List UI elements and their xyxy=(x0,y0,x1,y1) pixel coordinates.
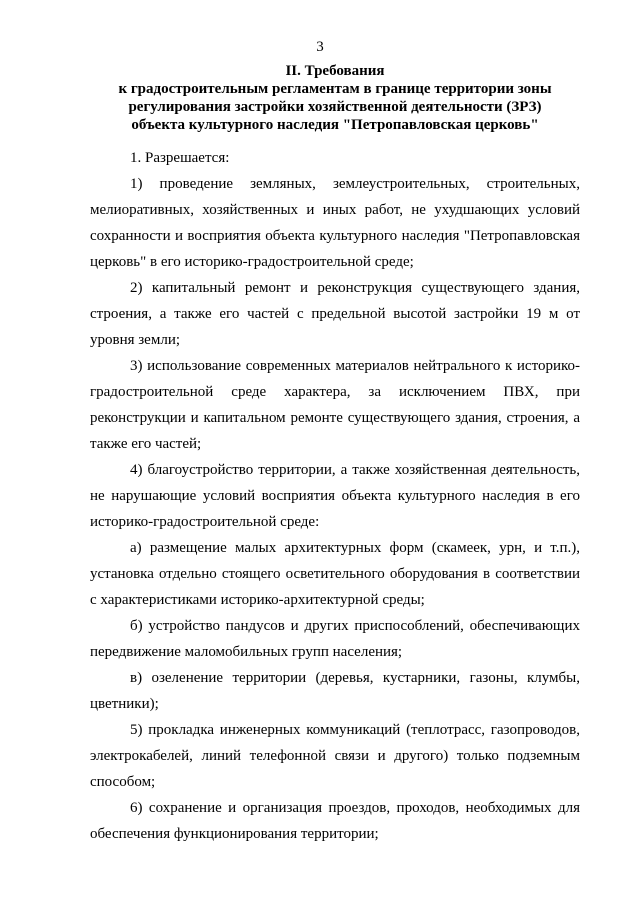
paragraph: 1) проведение земляных, землеустроительных, строительных, мелиоративных, хозяйственных и иных работ, не ухудшающих условий сохранности и восприятия объекта культурного наследия "Петропавловская церковь" в его историко-градостроительной среде; xyxy=(90,176,580,270)
heading-line: II. Требования xyxy=(285,63,385,79)
document-body xyxy=(90,145,580,847)
paragraph: а) размещение малых архитектурных форм (скамеек, урн, и т.п.), установка отдельно стоящего осветительного оборудования в соответствии с характеристиками историко-архитектурной среды; xyxy=(90,540,580,608)
paragraph: б) устройство пандусов и других приспособлений, обеспечивающих передвижение маломобильных групп населения; xyxy=(90,618,580,660)
section-heading xyxy=(90,62,580,134)
paragraph: 4) благоустройство территории, а также хозяйственная деятельность, не нарушающие условий восприятия объекта культурного наследия в его историко-градостроительной среде: xyxy=(90,462,580,530)
page-number: 3 xyxy=(316,39,324,55)
paragraph: 6) сохранение и организация проездов, проходов, необходимых для обеспечения функционирования территории; xyxy=(90,800,580,842)
heading-line: к градостроительным регламентам в границе территории зоны xyxy=(118,81,552,97)
paragraph: в) озеленение территории (деревья, кустарники, газоны, клумбы, цветники); xyxy=(90,670,580,712)
heading-line: регулирования застройки хозяйственной деятельности (ЗРЗ) xyxy=(128,99,542,115)
paragraph: 3) использование современных материалов нейтрального к историко-градостроительной среде характера, за исключением ПВХ, при реконструкции и капитальном ремонте существующего здания, строения, а также его частей; xyxy=(90,358,580,452)
paragraph: 1. Разрешается: xyxy=(130,150,230,166)
heading-line: объекта культурного наследия "Петропавловская церковь" xyxy=(131,117,539,133)
paragraph: 2) капитальный ремонт и реконструкция существующего здания, строения, а также его частей с предельной высотой застройки 19 м от уровня земли; xyxy=(90,280,580,348)
paragraph: 5) прокладка инженерных коммуникаций (теплотрасс, газопроводов, электрокабелей, линий телефонной связи и другого) только подземным способом; xyxy=(90,722,580,790)
